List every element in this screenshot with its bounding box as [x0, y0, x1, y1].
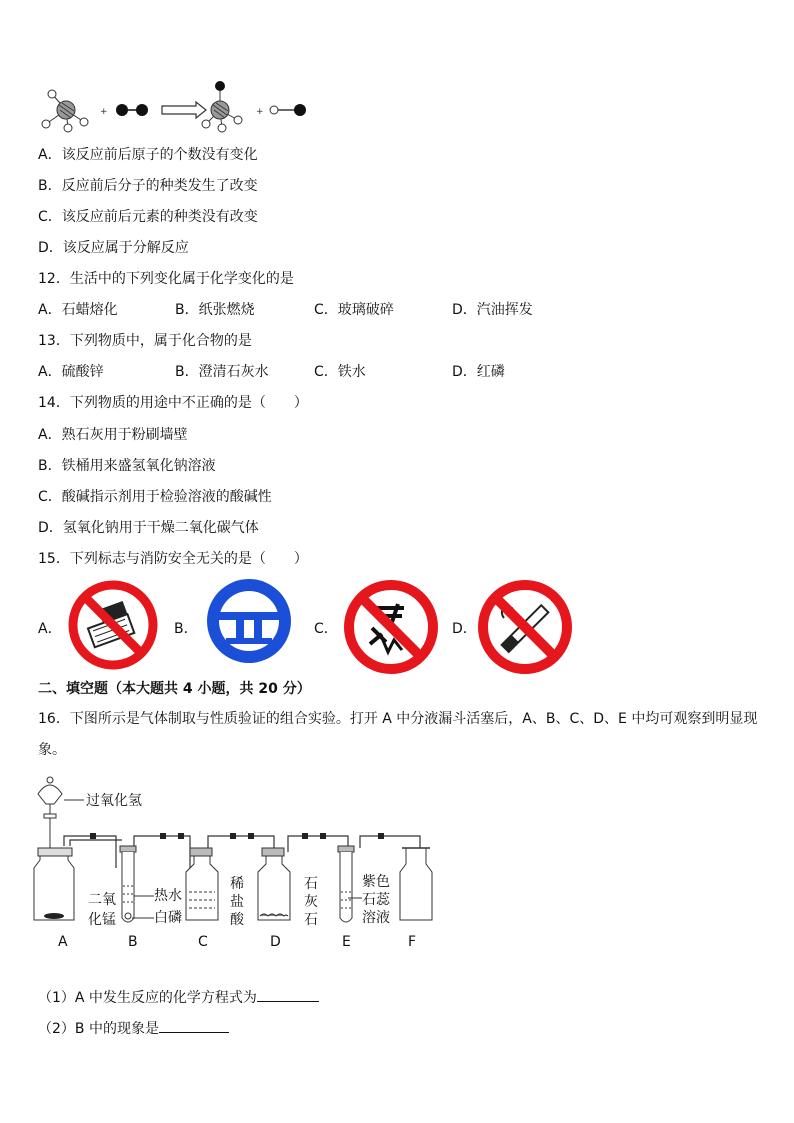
label-limestone-3: 石	[304, 912, 318, 928]
reaction-molecule-diagram	[38, 80, 338, 136]
label-limestone-2: 灰	[304, 894, 318, 910]
section-2-title: 二、填空题（本大题共 4 小题，共 20 分）	[38, 681, 311, 697]
q16-sub2	[38, 1018, 229, 1038]
q12-option-b: B．纸张燃烧	[175, 302, 255, 318]
q13-option-c: C．铁水	[314, 364, 366, 380]
q16-stem-line2: 象。	[38, 742, 66, 758]
reaction-arrow-icon	[162, 102, 206, 118]
label-litmus-3: 溶液	[362, 910, 390, 926]
label-hcl-1: 稀	[230, 876, 244, 892]
label-litmus-1: 紫色	[362, 874, 390, 890]
q12-option-c: C．玻璃破碎	[314, 302, 394, 318]
vessel-label-e: E	[342, 934, 351, 950]
q15-letter-d: D．	[452, 621, 477, 637]
q11-option-a: A．该反应前后原子的个数没有变化	[38, 147, 258, 163]
q11-option-c: C．该反应前后元素的种类没有改变	[38, 209, 258, 225]
q13-stem: 13．下列物质中，属于化合物的是	[38, 333, 252, 349]
label-mno2-2: 化锰	[88, 912, 116, 928]
label-hcl-3: 酸	[230, 912, 244, 928]
q11-option-d: D．该反应属于分解反应	[38, 240, 189, 256]
q15-stem: 15．下列标志与消防安全无关的是（ ）	[38, 551, 308, 567]
diatomic-molecule-dark	[116, 104, 148, 116]
no-smoking-sign-icon	[476, 578, 574, 676]
q15-letter-a: A．	[38, 621, 62, 637]
q16-sub1	[38, 987, 319, 1007]
diatomic-molecule-mixed	[270, 104, 306, 116]
q16-sub2-text: （2）B 中的现象是	[38, 1021, 159, 1037]
q16-sub1-text: （1）A 中发生反应的化学方程式为	[38, 990, 257, 1006]
svg-text:+: +	[100, 107, 108, 117]
q13-option-d: D．红磷	[452, 364, 505, 380]
q15-letter-b: B．	[174, 621, 198, 637]
vessel-label-c: C	[198, 934, 208, 950]
label-limestone-1: 石	[304, 876, 318, 892]
label-litmus-2: 石蕊	[362, 892, 390, 908]
q14-option-b: B．铁桶用来盛氢氧化钠溶液	[38, 458, 216, 474]
svg-text:+: +	[256, 107, 264, 117]
label-mno2-1: 二氧	[88, 892, 116, 908]
q13-option-a: A．硫酸锌	[38, 364, 104, 380]
water-saving-sign-icon	[206, 578, 292, 664]
gas-apparatus-diagram	[30, 768, 450, 953]
q14-option-d: D．氢氧化钠用于干燥二氧化碳气体	[38, 520, 259, 536]
no-fireworks-sign-icon	[342, 578, 440, 676]
q15-signs	[38, 578, 598, 678]
label-hcl-2: 盐	[230, 894, 244, 910]
vessel-label-d: D	[270, 934, 281, 950]
q13-option-b: B．澄清石灰水	[175, 364, 269, 380]
q12-option-d: D．汽油挥发	[452, 302, 533, 318]
vessel-label-a: A	[58, 934, 68, 950]
q12-options	[38, 301, 598, 319]
methane-like-molecule	[42, 90, 88, 132]
vessel-label-f: F	[408, 934, 417, 950]
label-white-phosphorus: 白磷	[154, 910, 182, 926]
q14-option-c: C．酸碱指示剂用于检验溶液的酸碱性	[38, 489, 272, 505]
label-hot-water: 热水	[154, 888, 182, 904]
vessel-label-b: B	[128, 934, 138, 950]
q16-sub1-blank[interactable]	[257, 987, 319, 1002]
q12-option-a: A．石蜡熔化	[38, 302, 118, 318]
q13-options	[38, 363, 598, 381]
q14-option-a: A．熟石灰用于粉刷墙壁	[38, 427, 188, 443]
q16-sub2-blank[interactable]	[159, 1018, 229, 1033]
q14-stem: 14．下列物质的用途中不正确的是（ ）	[38, 395, 308, 411]
substituted-molecule	[202, 81, 242, 132]
label-hydrogen-peroxide: 过氧化氢	[86, 793, 142, 809]
q15-letter-c: C．	[314, 621, 338, 637]
q16-stem-line1: 16．下图所示是气体制取与性质验证的组合实验。打开 A 中分液漏斗活塞后，A、B、C、D、E 中均可观察到明显现	[38, 711, 758, 727]
no-matches-sign-icon	[66, 578, 160, 672]
q12-stem: 12．生活中的下列变化属于化学变化的是	[38, 271, 294, 287]
q11-option-b: B．反应前后分子的种类发生了改变	[38, 178, 258, 194]
